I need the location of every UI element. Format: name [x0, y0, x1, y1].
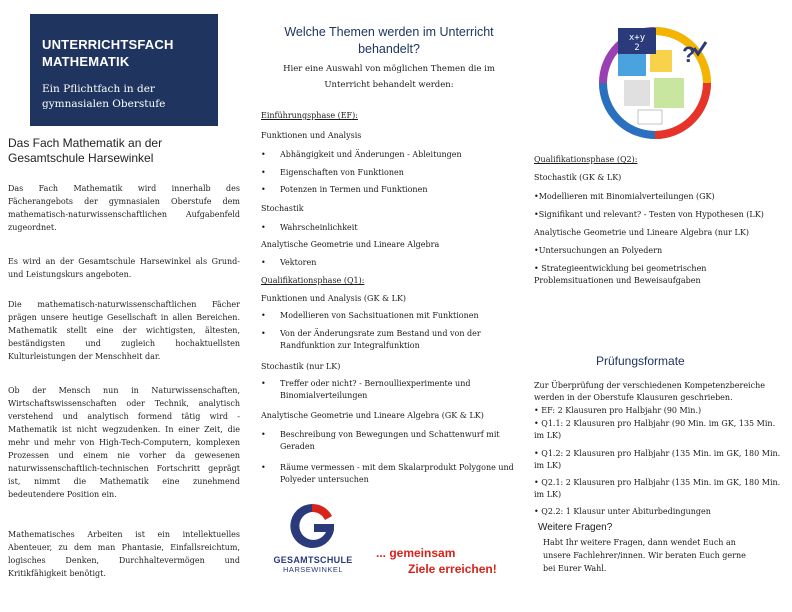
- q2-title: Qualifikationsphase (Q2):: [534, 155, 638, 164]
- q1-geo-item: • Beschreibung von Bewegungen und Schattenwurf mit Geraden: [261, 429, 523, 453]
- q1-funk-item: • Modellieren von Sachsituationen mit Funktionen: [261, 310, 523, 322]
- q2-stoch-item: •Modellieren mit Binomialverteilungen (GK): [534, 192, 715, 201]
- school-logo-block: [258, 500, 528, 585]
- q2-geo-heading: Analytische Geometrie und Lineare Algebra (nur LK): [534, 228, 749, 237]
- ef-geo-item: • Vektoren: [261, 257, 523, 269]
- ef-funk-item: • Eigenschaften von Funktionen: [261, 167, 523, 179]
- topics-intro: Hier eine Auswahl von möglichen Themen die im Unterricht behandelt werden:: [283, 64, 495, 90]
- weitere-fragen-heading: Weitere Fragen?: [538, 522, 613, 533]
- q2-geo-item: •Untersuchungen an Polyedern: [534, 246, 663, 255]
- art-formula-text: x+y: [628, 33, 646, 43]
- topics-heading: Welche Themen werden im Unterricht behandelt?: [284, 25, 494, 56]
- q2-geo-item: • Strategieentwicklung bei geometrischen Problemsituationen und Beweisaufgaben: [534, 264, 707, 285]
- q1-geo-heading: Analytische Geometrie und Lineare Algebra (GK & LK): [261, 411, 484, 420]
- left-paragraph-3: Die mathematisch-naturwissenschaftlichen Fächer prägen unsere heutige Gesellschaft in allen Bereichen. Mathematik stellt eine der wichtigsten, ältesten, beständigsten und zugleich hochaktuellsten Kulturleistungen der Menschheit dar.: [8, 300, 240, 361]
- pf-item: • Q1.1: 2 Klausuren pro Halbjahr (90 Min. im GK, 135 Min. im LK): [534, 419, 776, 440]
- art-formula-denominator: 2: [634, 43, 640, 53]
- q2-stoch-item: •Signifikant und relevant? - Testen von Hypothesen (LK): [534, 210, 764, 219]
- school-logo-icon: [282, 500, 342, 552]
- pf-intro: Zur Überprüfung der verschiedenen Kompetenzbereiche werden in der Oberstufe Klausuren geschrieben.: [534, 381, 765, 402]
- ef-funk-item: • Potenzen in Termen und Funktionen: [261, 184, 523, 196]
- pruefungsformate-heading: Prüfungsformate: [596, 354, 685, 368]
- left-heading: Das Fach Mathematik an der Gesamtschule Harsewinkel: [8, 136, 163, 165]
- q1-stoch-item: • Treffer oder nicht? - Bernoulliexperimente und Binomialverteilungen: [261, 378, 523, 402]
- title-line-1: UNTERRICHTSFACH: [42, 37, 174, 52]
- pf-item: • Q2.2: 1 Klausur unter Abiturbedingungen: [534, 507, 711, 516]
- weitere-fragen-text: Habt Ihr weitere Fragen, dann wendet Euch an unsere Fachlehrer/innen. Wir beraten Euch gerne bei Eurer Wahl.: [543, 538, 746, 573]
- ef-title: Einführungsphase (EF):: [261, 111, 358, 120]
- left-paragraph-1: Das Fach Mathematik wird innerhalb des Fächerangebots der gymnasialen Oberstufe dem mathematisch-naturwissenschaftlichen Aufgabenfeld zugeordnet.: [8, 184, 240, 232]
- school-name: GESAMTSCHULE: [273, 555, 353, 565]
- title-line-2: MATHEMATIK: [42, 54, 130, 69]
- title-subtitle: Ein Pflichtfach in der gymnasialen Oberstufe: [42, 83, 166, 110]
- ef-funk-item: • Abhängigkeit und Änderungen - Ableitungen: [261, 149, 523, 161]
- left-paragraph-2: Es wird an der Gesamtschule Harsewinkel als Grund- und Leistungskurs angeboten.: [8, 257, 240, 279]
- q1-funk-heading: Funktionen und Analysis (GK & LK): [261, 294, 407, 303]
- question-mark-icon: ?: [682, 42, 696, 67]
- q1-funk-item: • Von der Änderungsrate zum Bestand und von der Randfunktion zur Integralfunktion: [261, 328, 523, 352]
- ef-stoch-heading: Stochastik: [261, 204, 304, 213]
- school-city: HARSEWINKEL: [282, 565, 344, 574]
- q1-stoch-heading: Stochastik (nur LK): [261, 362, 341, 371]
- pf-item: • Q2.1: 2 Klausuren pro Halbjahr (135 Min. im GK, 180 Min. im LK): [534, 478, 781, 499]
- q2-stoch-heading: Stochastik (GK & LK): [534, 173, 622, 182]
- ef-geo-heading: Analytische Geometrie und Lineare Algebra: [261, 240, 440, 249]
- ef-funk-heading: Funktionen und Analysis: [261, 131, 362, 140]
- left-paragraph-4: Ob der Mensch nun in Naturwissenschaften, Wirtschaftswissenschaften oder Technik, analytisch verstehend und analytisch formend tätig wird - Mathematik ist nicht wegzudenken. In einer Zeit, die mehr und mehr von High-Tech-Computern, komplexen Prozessen und einem nie vorher da gewesenen naturwissenschaftlich-technischen Fortschritt geprägt ist, nimmt die Mathematik eine zunehmend bedeutendere Position ein.: [8, 386, 240, 499]
- pf-item: • EF: 2 Klausuren pro Halbjahr (90 Min.): [534, 406, 702, 415]
- left-paragraph-5: Mathematisches Arbeiten ist ein intellektuelles Abenteuer, zu dem man Phantasie, Einfallsreichtum, logisches Denken, Durchhaltevermögen und Kritikfähigkeit benötigt.: [8, 530, 240, 578]
- q1-title: Qualifikationsphase (Q1):: [261, 276, 365, 285]
- slogan-line-1: ... gemeinsam: [376, 546, 456, 560]
- pf-item: • Q1.2: 2 Klausuren pro Halbjahr (135 Min. im GK, 180 Min. im LK): [534, 449, 781, 470]
- slogan-line-2: Ziele erreichen!: [408, 562, 497, 576]
- math-collage-image: [590, 18, 720, 148]
- ef-stoch-item: • Wahrscheinlichkeit: [261, 222, 523, 234]
- q1-geo-item: • Räume vermessen - mit dem Skalarprodukt Polygone und Polyeder untersuchen: [261, 462, 523, 486]
- title-box: [30, 14, 218, 126]
